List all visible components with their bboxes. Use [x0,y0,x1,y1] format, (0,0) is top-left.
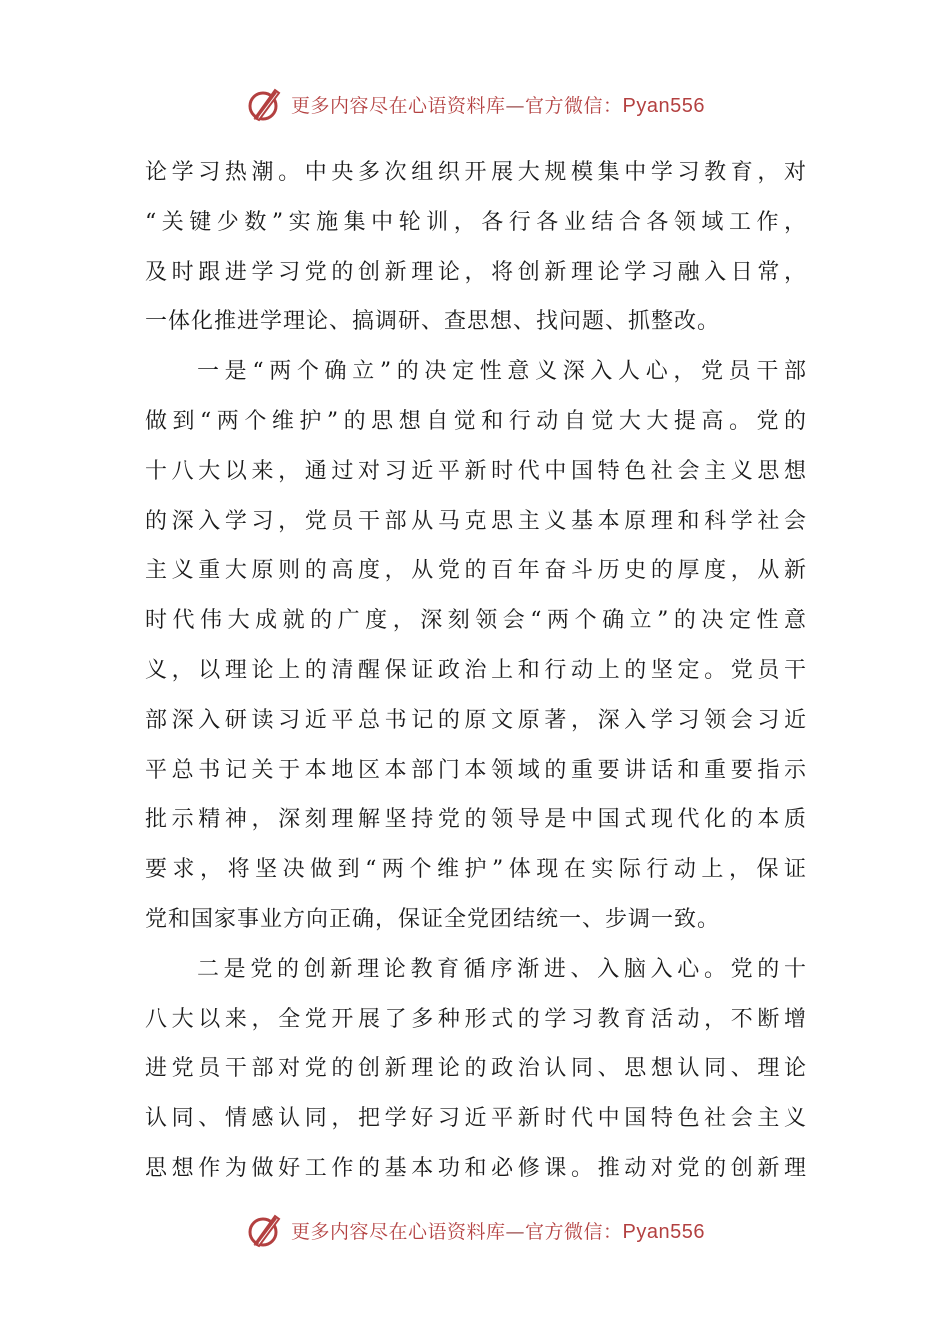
text-line: 进党员干部对党的创新理论的政治认同、思想认同、理论 [145,1056,807,1082]
footer-banner [0,1208,950,1252]
text-line: 论学习热潮。中央多次组织开展大规模集中学习教育，对 [145,160,807,185]
banner-text [291,1217,705,1244]
document-body [145,148,807,1194]
text-line: 认同、情感认同，把学好习近平新时代中国特色社会主义 [145,1106,807,1132]
text-line: 要求，将坚决做到“两个维护”体现在实际行动上，保证 [145,857,807,883]
text-line: 的深入学习，党员干部从马克思主义基本原理和科学社会 [145,508,807,534]
banner-separator: — [505,94,526,117]
paragraph-1 [145,148,807,347]
text-line: 时代伟大成就的广度，深刻领会“两个确立”的决定性意 [145,608,807,634]
text-line: 一体化推进学理论、搞调研、查思想、找问题、抓整改。 [145,309,721,335]
banner-main-text: 更多内容尽在心语资料库 [291,94,506,117]
banner-text [291,91,705,118]
paragraph-3 [145,945,807,1194]
text-line: 做到“两个维护”的思想自觉和行动自觉大大提高。党的 [145,408,807,434]
text-line: “关键少数”实施集中轮训，各行各业结合各领域工作， [145,209,807,235]
banner-wechat-id: Pyan556 [622,1220,705,1243]
pen-logo-icon [245,84,285,124]
banner-wechat-id: Pyan556 [622,94,705,117]
text-line: 义，以理论上的清醒保证政治上和行动上的坚定。党员干 [145,657,807,683]
banner-main-text: 更多内容尽在心语资料库 [291,1220,506,1243]
text-line: 部深入研读习近平总书记的原文原著，深入学习领会习近 [145,707,807,733]
text-line: 思想作为做好工作的基本功和必修课。推动对党的创新理 [145,1155,807,1181]
banner-wechat-label: 官方微信： [525,94,623,117]
text-line: 批示精神，深刻理解坚持党的领导是中国式现代化的本质 [145,807,807,833]
text-line: 平总书记关于本地区本部门本领域的重要讲话和重要指示 [145,757,807,783]
text-line: 八大以来，全党开展了多种形式的学习教育活动，不断增 [145,1006,807,1032]
header-banner [0,82,950,126]
text-line: 及时跟进学习党的创新理论，将创新理论学习融入日常， [145,259,807,285]
text-line: 一是“两个确立”的决定性意义深入人心，党员干部 [197,359,807,385]
pen-logo-icon [245,1210,285,1250]
text-line: 党和国家事业方向正确，保证全党团结统一、步调一致。 [145,906,721,932]
banner-wechat-label: 官方微信： [525,1220,623,1243]
text-line: 主义重大原则的高度，从党的百年奋斗历史的厚度，从新 [145,558,807,584]
text-line: 二是党的创新理论教育循序渐进、入脑入心。党的十 [197,956,807,982]
paragraph-2 [145,347,807,945]
text-line: 十八大以来，通过对习近平新时代中国特色社会主义思想 [145,458,807,484]
banner-separator: — [505,1220,526,1243]
